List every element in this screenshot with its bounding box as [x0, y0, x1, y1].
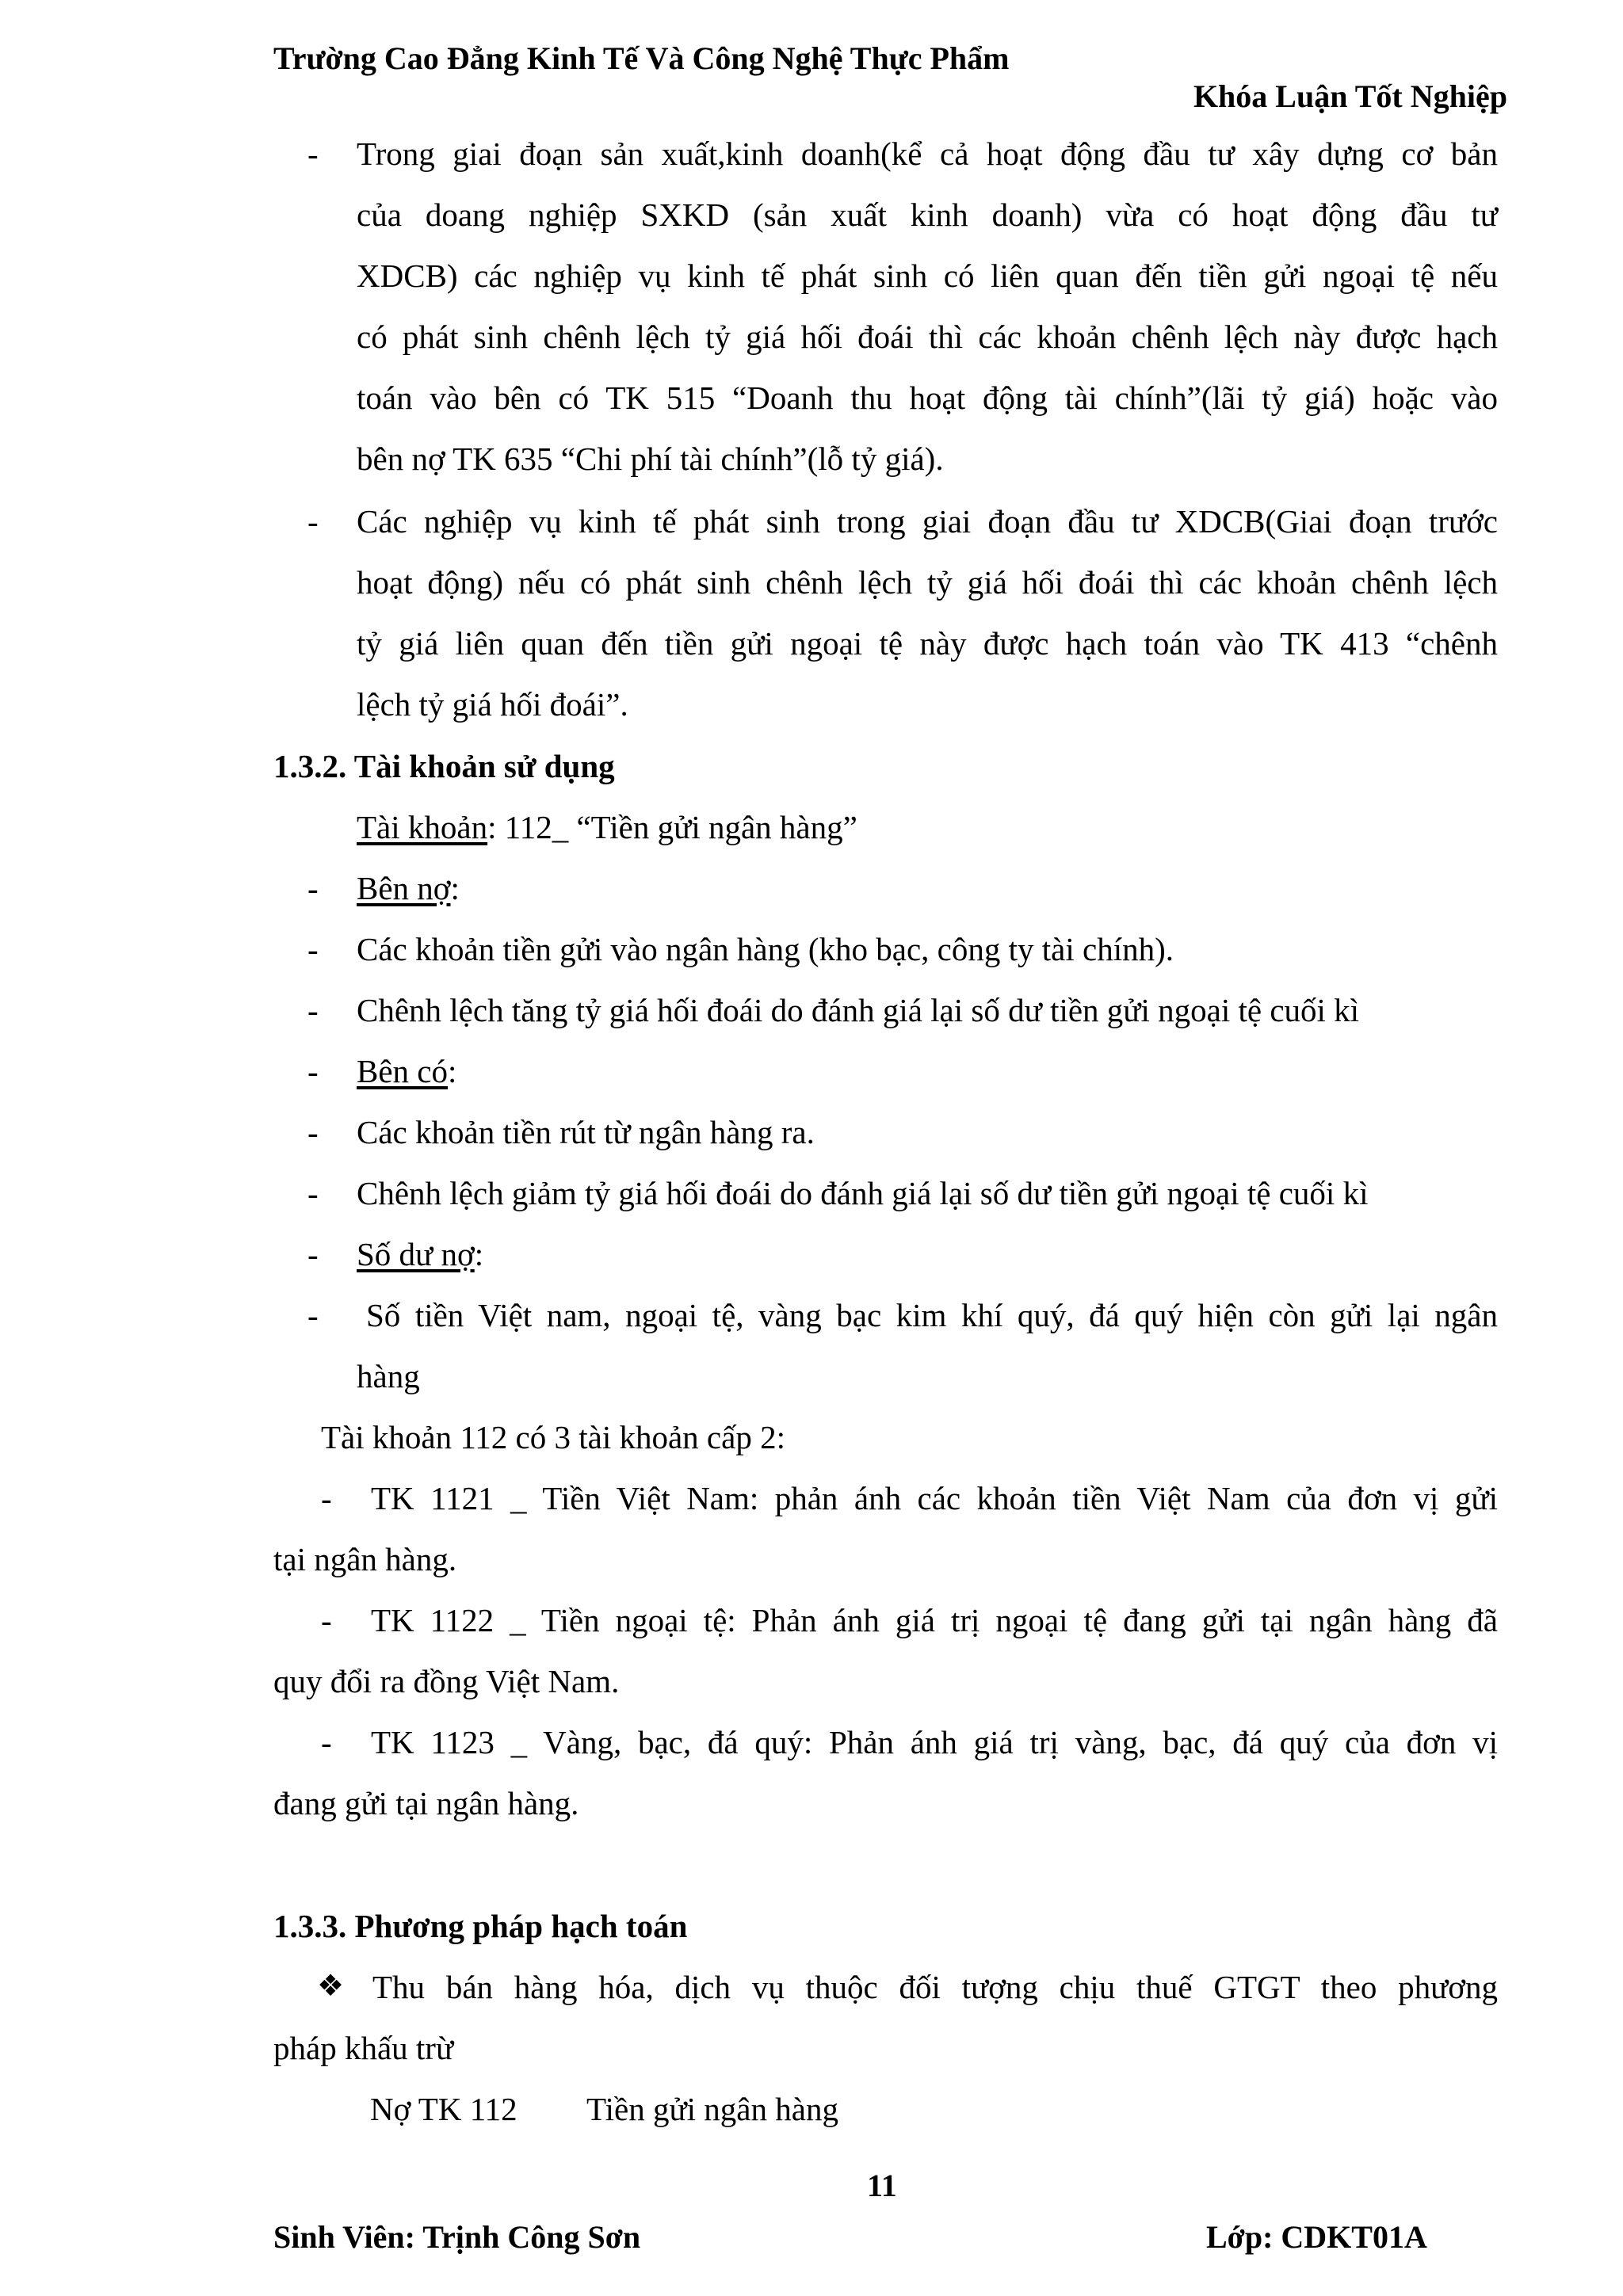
- debit-heading: Bên nợ:: [357, 870, 460, 906]
- section-heading: 1.3.2. Tài khoản sử dụng: [273, 748, 615, 784]
- paragraph-line: Trong giai đoạn sản xuất,kinh doanh(kể cả hoạt động đầu tư xây dựng cơ bản: [357, 135, 1498, 172]
- sub-account-line: TK 1121 _ Tiền Việt Nam: phản ánh các khoản tiền Việt Nam của đơn vị gửi: [371, 1480, 1498, 1516]
- section-heading: 1.3.3. Phương pháp hạch toán: [273, 1908, 688, 1944]
- list-item: Chênh lệch tăng tỷ giá hối đoái do đánh giá lại số dư tiền gửi ngoại tệ cuối kì: [357, 992, 1360, 1028]
- list-dash: -: [307, 931, 319, 967]
- sub-account-line: quy đổi ra đồng Việt Nam.: [273, 1663, 620, 1699]
- account-name: : 112_ “Tiền gửi ngân hàng”: [487, 809, 857, 845]
- diamond-bullet-icon: ❖: [317, 1970, 345, 2003]
- entry-account: Nợ TK 112: [370, 2091, 517, 2127]
- paragraph-line: có phát sinh chênh lệch tỷ giá hối đoái thì các khoản chênh lệch này được hạch: [357, 318, 1498, 355]
- list-item: Chênh lệch giảm tỷ giá hối đoái do đánh giá lại số dư tiền gửi ngoại tệ cuối kì: [357, 1175, 1369, 1211]
- paragraph-line: XDCB) các nghiệp vụ kinh tế phát sinh có liên quan đến tiền gửi ngoại tệ nếu: [357, 257, 1498, 294]
- sub-accounts-intro: Tài khoản 112 có 3 tài khoản cấp 2:: [321, 1419, 785, 1455]
- sub-account-line: tại ngân hàng.: [273, 1541, 457, 1577]
- entry-description: Tiền gửi ngân hàng: [586, 2091, 838, 2127]
- paragraph-line: Các nghiệp vụ kinh tế phát sinh trong giai đoạn đầu tư XDCB(Giai đoạn trước: [357, 503, 1498, 540]
- list-dash: -: [307, 1114, 319, 1150]
- list-dash: -: [307, 870, 319, 906]
- debit-label: Bên nợ: [357, 870, 451, 906]
- list-dash: -: [321, 1480, 332, 1516]
- list-dash: -: [307, 135, 319, 172]
- list-item-continuation: hàng: [357, 1358, 420, 1394]
- list-dash: -: [307, 1175, 319, 1211]
- list-item: Các khoản tiền rút từ ngân hàng ra.: [357, 1114, 815, 1150]
- footer-class: Lớp: CDKT01A: [1206, 2219, 1427, 2255]
- list-item: Các khoản tiền gửi vào ngân hàng (kho bạc, công ty tài chính).: [357, 931, 1174, 967]
- footer-student: Sinh Viên: Trịnh Công Sơn: [273, 2219, 641, 2255]
- list-item: Số tiền Việt nam, ngoại tệ, vàng bạc kim khí quý, đá quý hiện còn gửi lại ngân: [366, 1297, 1498, 1333]
- sub-account-line: TK 1122 _ Tiền ngoại tệ: Phản ánh giá trị ngoại tệ đang gửi tại ngân hàng đã: [371, 1602, 1498, 1638]
- account-line: [357, 808, 857, 846]
- balance-label: Số dư nợ: [357, 1236, 475, 1272]
- header-doc-type: Khóa Luận Tốt Nghiệp: [1193, 78, 1507, 114]
- list-dash: -: [321, 1602, 332, 1638]
- balance-heading: Số dư nợ:: [357, 1236, 484, 1272]
- sub-account-line: đang gửi tại ngân hàng.: [273, 1785, 579, 1821]
- paragraph-line: của doang nghiệp SXKD (sản xuất kinh doanh) vừa có hoạt động đầu tư: [357, 196, 1498, 233]
- account-label: Tài khoản: [357, 809, 488, 845]
- credit-heading: Bên có:: [357, 1053, 457, 1089]
- list-dash: -: [307, 1236, 319, 1272]
- paragraph-line: lệch tỷ giá hối đoái”.: [357, 686, 628, 723]
- paragraph-line: bên nợ TK 635 “Chi phí tài chính”(lỗ tỷ giá).: [357, 441, 944, 477]
- list-dash: -: [307, 503, 319, 540]
- list-dash: -: [307, 992, 319, 1028]
- page-number: 11: [867, 2168, 897, 2203]
- paragraph-line: toán vào bên có TK 515 “Doanh thu hoạt động tài chính”(lãi tỷ giá) hoặc vào: [357, 379, 1498, 416]
- sub-account-line: TK 1123 _ Vàng, bạc, đá quý: Phản ánh giá trị vàng, bạc, đá quý của đơn vị: [371, 1724, 1498, 1760]
- paragraph-line: tỷ giá liên quan đến tiền gửi ngoại tệ này được hạch toán vào TK 413 “chênh: [357, 625, 1498, 662]
- credit-label: Bên có: [357, 1053, 448, 1089]
- list-dash: -: [307, 1053, 319, 1089]
- header-school: Trường Cao Đẳng Kinh Tế Và Công Nghệ Thực Phẩm: [273, 40, 1010, 76]
- list-dash: -: [307, 1297, 319, 1333]
- list-dash: -: [321, 1724, 332, 1760]
- paragraph-line: hoạt động) nếu có phát sinh chênh lệch tỷ giá hối đoái thì các khoản chênh lệch: [357, 564, 1498, 601]
- bullet-line: Thu bán hàng hóa, dịch vụ thuộc đối tượng chịu thuế GTGT theo phương: [372, 1969, 1498, 2005]
- bullet-line: pháp khấu trừ: [273, 2030, 454, 2066]
